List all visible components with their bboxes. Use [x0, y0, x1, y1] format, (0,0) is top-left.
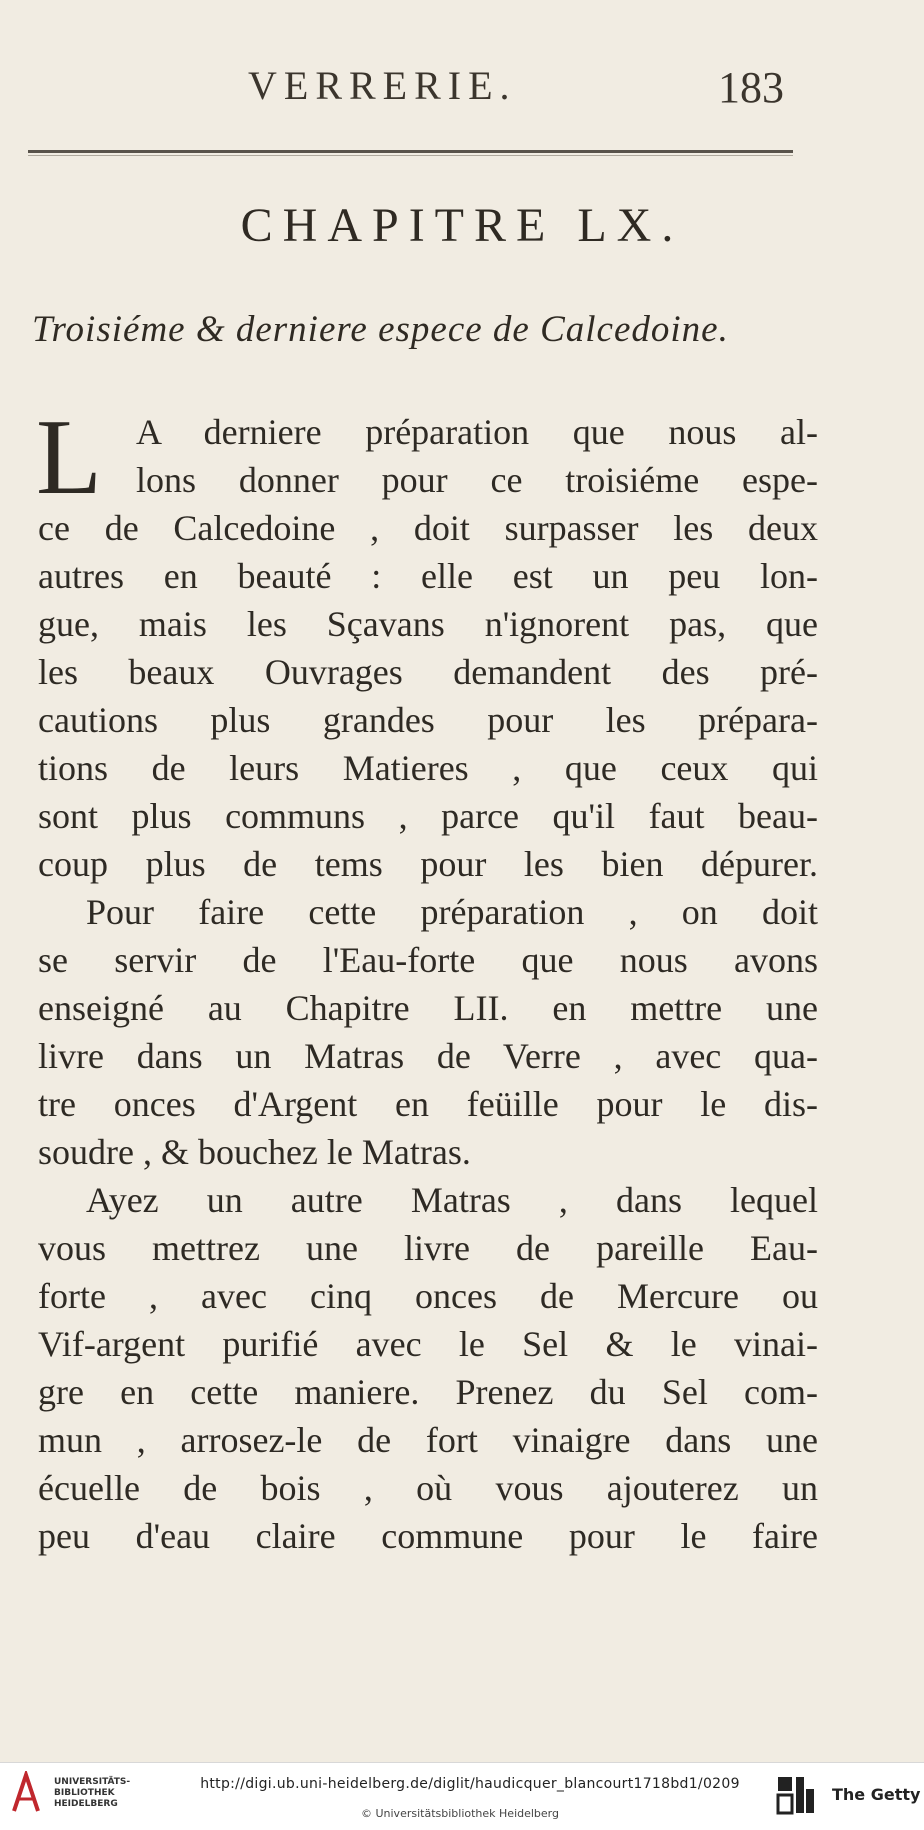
- running-head-title: VERRERIE.: [248, 63, 517, 108]
- text-line: sont plus communs , parce qu'il faut beau-: [38, 796, 818, 836]
- text-line: gre en cette maniere. Prenez du Sel com-: [38, 1372, 818, 1412]
- chapter-subtitle: Troisiéme & derniere espece de Calcedoine.: [32, 309, 729, 350]
- chapter-heading: CHAPITRE LX.: [240, 199, 684, 252]
- text-line: A derniere préparation que nous al-: [136, 412, 818, 452]
- text-line: coup plus de tems pour les bien dépurer.: [38, 844, 818, 884]
- text-line: autres en beauté : elle est un peu lon-: [38, 556, 818, 596]
- university-library-logo-icon: [10, 1771, 42, 1815]
- text-line: Ayez un autre Matras , dans lequel: [86, 1180, 818, 1220]
- body-text: [38, 408, 818, 1560]
- header-rule: [28, 150, 793, 153]
- text-line: tre onces d'Argent en feüille pour le dis-: [38, 1084, 818, 1124]
- text-line: Pour faire cette préparation , on doit: [86, 892, 818, 932]
- text-line: tions de leurs Matieres , que ceux qui: [38, 748, 818, 788]
- getty-logo-icon: [776, 1775, 816, 1815]
- text-line: cautions plus grandes pour les prépara-: [38, 700, 818, 740]
- text-line: forte , avec cinq onces de Mercure ou: [38, 1276, 818, 1316]
- text-line: enseigné au Chapitre LII. en mettre une: [38, 988, 818, 1028]
- text-line: peu d'eau claire commune pour le faire: [38, 1516, 818, 1556]
- text-line: ce de Calcedoine , doit surpasser les deux: [38, 508, 818, 548]
- permalink-url[interactable]: http://digi.ub.uni-heidelberg.de/diglit/haudicquer_blancourt1718bd1/0209: [200, 1776, 740, 1792]
- text-line: lons donner pour ce troisiéme espe-: [136, 460, 818, 500]
- text-line: vous mettrez une livre de pareille Eau-: [38, 1228, 818, 1268]
- header-rule-thin: [28, 155, 793, 156]
- text-line: mun , arrosez-le de fort vinaigre dans une: [38, 1420, 818, 1460]
- partner-name: The Getty: [832, 1785, 921, 1804]
- text-line: se servir de l'Eau-forte que nous avons: [38, 940, 818, 980]
- text-line: écuelle de bois , où vous ajouterez un: [38, 1468, 818, 1508]
- library-name: UNIVERSITÄTS- BIBLIOTHEK HEIDELBERG: [54, 1777, 131, 1809]
- copyright-notice: © Universitätsbibliothek Heidelberg: [360, 1807, 559, 1820]
- page-number: 183: [718, 63, 784, 112]
- text-line: les beaux Ouvrages demandent des pré-: [38, 652, 818, 692]
- text-line: Vif-argent purifié avec le Sel & le vinai-: [38, 1324, 818, 1364]
- text-line: gue, mais les Sçavans n'ignorent pas, que: [38, 604, 818, 644]
- text-line: livre dans un Matras de Verre , avec qua-: [38, 1036, 818, 1076]
- text-line: soudre , & bouchez le Matras.: [38, 1132, 471, 1172]
- running-head: [0, 62, 924, 122]
- viewer-footer: [0, 1762, 924, 1830]
- drop-cap: L: [36, 398, 102, 517]
